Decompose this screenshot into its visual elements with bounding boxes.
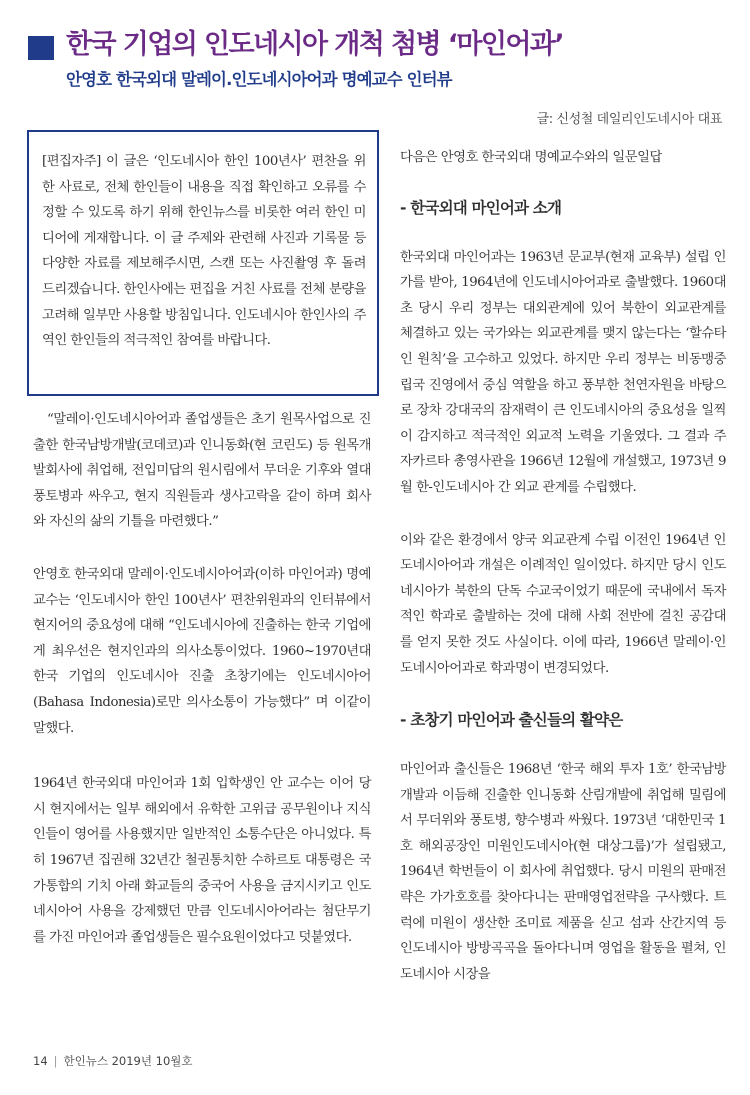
- section-heading-2: - 초창기 마인어과 출신들의 활약은: [400, 711, 623, 730]
- footer-separator: |: [53, 1054, 58, 1068]
- left-paragraph-2: 1964년 한국외대 마인어과 1회 입학생인 안 교수는 이어 당시 현지에서는 일부 해외에서 유학한 고위급 공무원이나 지식인들이 영어를 사용했지만 일반적인 소통수단은 아니었다. 특히 1967년 집권해 32년간 철권통치한 수하르토 대통령은 국가통합의 기치 아래 화교들의 중국어 사용을 금지시키고 인도네시아어 사용을 강제했던 만큼 인도네시아어라는 첨단무기를 가진 마인어과 졸업생들은 필수요원이었다고 덧붙였다.: [33, 776, 371, 945]
- right-column: [400, 145, 726, 987]
- page-number: 14: [33, 1054, 48, 1068]
- right-paragraph-2: 이와 같은 환경에서 양국 외교관계 수립 이전인 1964년 인도네시아어과 개설은 이례적인 일이었다. 하지만 당시 인도네시아가 북한의 단독 수교국이었기 때문에 국내에서 독자적인 학과로 출발하는 것에 대해 사회 전반에 걸친 공감대를 얻지 못한 것도 사실이다. 이에 따라, 1966년 말레이·인도네시아어과로 학과명이 변경되었다.: [400, 532, 726, 676]
- article-subtitle: 안영호 한국외대 말레이.인도네시아어과 명예교수 인터뷰: [66, 70, 452, 89]
- left-paragraph-1: 안영호 한국외대 말레이·인도네시아어과(이하 마인어과) 명예교수는 ‘인도네시아 한인 100년사’ 편찬위원과의 인터뷰에서 현지어의 중요성에 대해 “인도네시아에 진출하는 한국 기업에게 최우선은 현지인과의 의사소통이었다. 1960~1970년대 한국 기업의 인도네시아 진출 초창기에는 인도네시아어(Bahasa Indonesia)로만 의사소통이 가능했다” 며 이같이 말했다.: [33, 566, 371, 736]
- publication-name: 한인뉴스 2019년 10월호: [63, 1054, 193, 1068]
- title-square-marker: [28, 36, 54, 60]
- section-heading-1: - 한국외대 마인어과 소개: [400, 198, 562, 217]
- editor-note-text: [편집자주] 이 글은 ‘인도네시아 한인 100년사’ 편찬을 위한 사료로, 전체 한인들이 내용을 직접 확인하고 오류를 수정할 수 있도록 하기 위해 한인뉴스를 비롯한 여러 한인 미디어에 게재합니다. 이 글 주제와 관련해 사진과 기록물 등 다양한 자료를 제보해주시면, 스캔 또는 사진촬영 후 돌려드리겠습니다. 한인사에는 편집을 거친 사료를 전체 분량을 고려해 일부만 사용할 방침입니다. 인도네시아 한인사의 주역인 한인들의 적극적인 참여를 바랍니다.: [42, 154, 366, 349]
- right-paragraph-3: 마인어과 출신들은 1968년 ‘한국 해외 투자 1호’ 한국남방개발과 이듬해 진출한 인니동화 산림개발에 취업해 밀림에서 무더위와 풍토병, 향수병과 싸웠다. 1973년 ‘대한민국 1호 해외공장인 미원인도네시아(현 대상그룹)’가 설립됐고, 1964년 학번들이 이 회사에 취업했다. 당시 미원의 판매전략은 가가호호를 찾아다니는 판매영업전략을 구사했다. 트럭에 미원이 생산한 조미료 제품을 싣고 섬과 산간지역 등 인도네시아 방방곡곡을 돌아다니며 영업을 활동을 펼쳐, 인도네시아 시장을: [400, 762, 726, 982]
- article-title: 한국 기업의 인도네시아 개척 첨병 ‘마인어과’: [66, 29, 563, 60]
- pull-quote: “말레이·인도네시아어과 졸업생들은 초기 원목사업으로 진출한 한국남방개발(코데코)과 인니동화(현 코린도) 등 원목개발회사에 취업해, 전입미답의 원시림에서 무더운 기후와 열대 풍토병과 싸우고, 현지 직원들과 생사고락을 같이 하며 회사와 자신의 삶의 기틀을 마련했다.”: [33, 412, 371, 530]
- author-byline: 글: 신성철 데일리인도네시아 대표: [536, 112, 722, 127]
- interview-intro: 다음은 안영호 한국외대 명예교수와의 일문일답: [400, 150, 662, 165]
- page-footer: [33, 1053, 193, 1069]
- right-paragraph-1: 한국외대 마인어과는 1963년 문교부(현재 교육부) 설립 인가를 받아, 1964년에 인도네시아어과로 출발했다. 1960대 초 당시 우리 정부는 대외관계에 있어 북한이 외교관계를 체결하고 있는 국가와는 외교관계를 맺지 않는다는 ‘할슈타인 원칙’을 고수하고 있었다. 하지만 우리 정부는 비동맹중립국 진영에서 중심 역할을 하고 풍부한 천연자원을 바탕으로 장차 강대국의 잠재력이 큰 인도네시아의 중요성을 일찍이 감지하고 적극적인 외교적 노력을 기울였다. 그 결과 주자카르타 총영사관을 1966년 12월에 개설했고, 1973년 9월 한-인도네시아 간 외교 관계를 수립했다.: [400, 249, 726, 495]
- left-column: [33, 407, 371, 950]
- editor-note-box: [27, 130, 379, 396]
